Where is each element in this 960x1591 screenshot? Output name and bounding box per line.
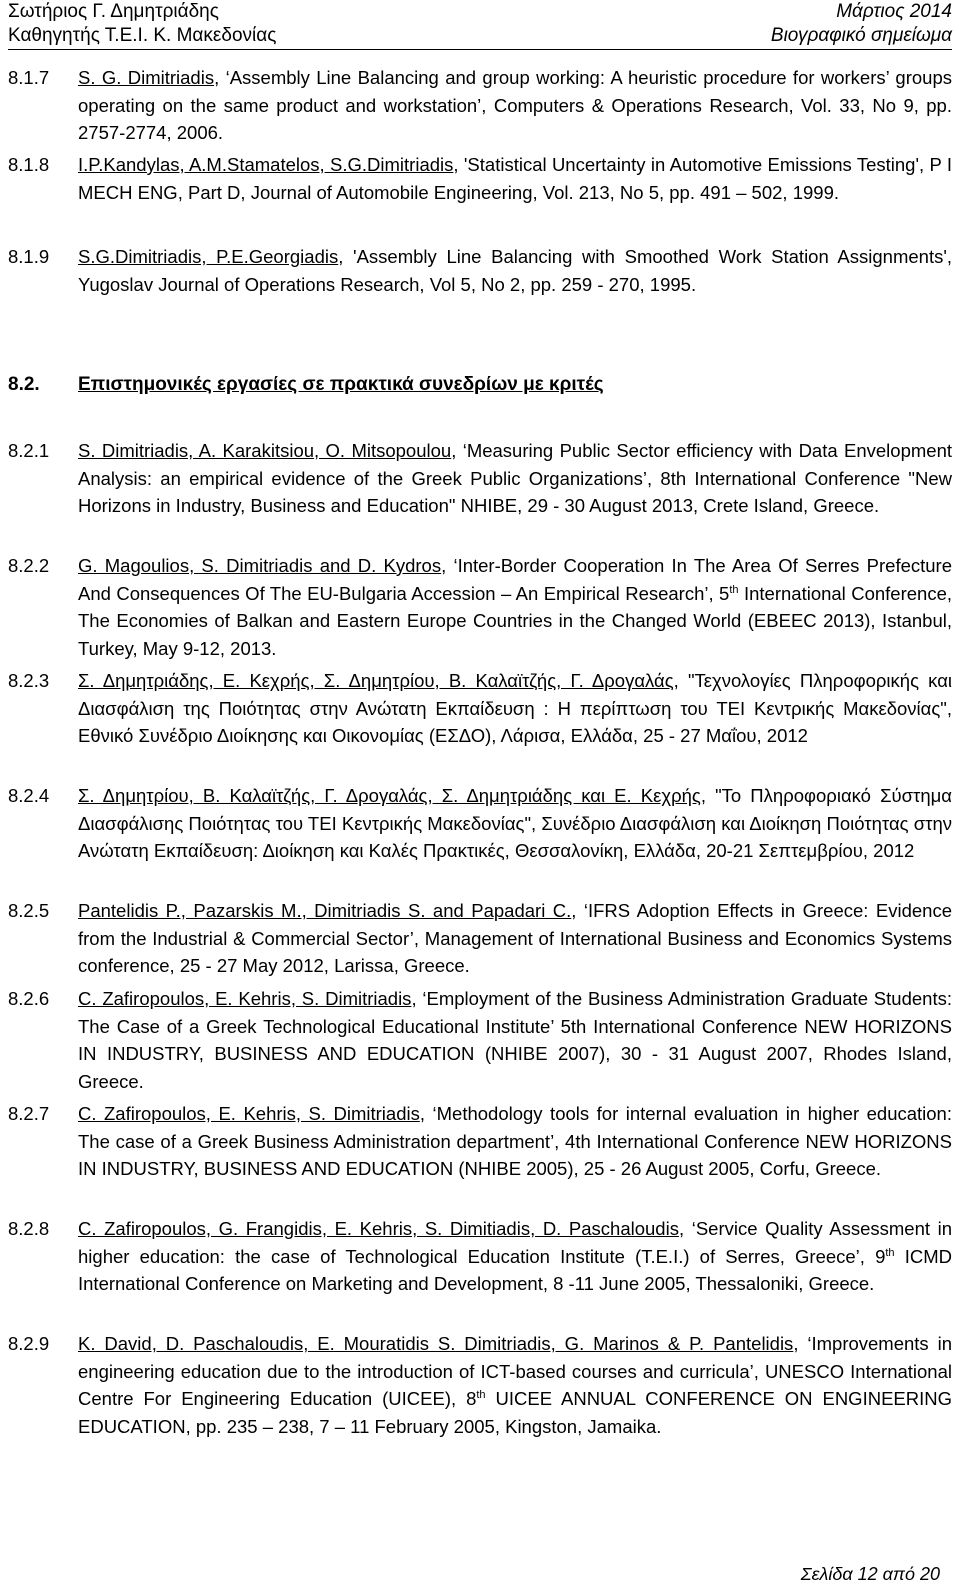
entry-body-cont: UICEE ANNUAL CONFERENCE ON ENGINEERING EDUCATION, pp. 235 – 238, 7 – 11 February 2005, Kingston, Jamaika. — [78, 1388, 952, 1437]
entry-number: 8.2.3 — [8, 670, 50, 691]
entry-superscript: th — [476, 1388, 486, 1401]
entry-body: , ‘Measuring Public Sector efficiency with Data Envelopment Analysis: an empirical evidence of the Greek Public Organizations’, 8th International Conference "New Horizons in Industry, Business and Education" NHIBE, 29 - 30 August 2013, Crete Island, Greece. — [78, 440, 952, 516]
reference-entry — [8, 1330, 952, 1440]
entry-number: 8.2.6 — [8, 988, 50, 1009]
entry-number: 8.2.4 — [8, 785, 50, 806]
reference-entry — [8, 1100, 952, 1183]
entry-body-cont: ICMD International Conference on Marketing and Development, 8 -11 June 2005, Thessaloniki, Greece. — [78, 1245, 952, 1294]
entry-body: , 'Assembly Line Balancing with Smoothed Work Station Assignments', Yugoslav Journal of Operations Research, Vol 5, No 2, pp. 259 - 270, 1995. — [78, 246, 953, 295]
reference-entry — [8, 782, 952, 865]
entry-authors: I.P.Kandylas, A.M.Stamatelos, S.G.Dimitriadis — [78, 154, 454, 175]
entry-body: , "Το Πληροφοριακό Σύστημα Διασφάλισης Ποιότητας του ΤΕΙ Κεντρικής Μακεδονίας", Συνέδριο Διασφάλιση και Διοίκηση Ποιότητας στην Ανώτατη Εκπαίδευση: Διοίκηση και Καλές Πρακτικές, Θεσσαλονίκη, Ελλάδα, 20-21 Σεπτεμβρίου, 2012 — [78, 785, 952, 861]
entry-text — [78, 985, 952, 1095]
entry-number: 8.1.7 — [8, 67, 50, 88]
entry-number: 8.2.1 — [8, 440, 50, 461]
header-date: Μάρτιος 2014 — [836, 1, 952, 22]
entry-number: 8.1.9 — [8, 246, 50, 267]
page-number: Σελίδα 12 από 20 — [800, 1564, 940, 1584]
entry-authors: Pantelidis P., Pazarskis M., Dimitriadis S. and Papadari C. — [78, 900, 572, 921]
entry-authors: C. Zafiropoulos, E. Kehris, S. Dimitriadis — [78, 1103, 420, 1124]
reference-entry — [8, 552, 952, 662]
header-doc-title: Βιογραφικό σημείωμα — [770, 25, 952, 46]
entry-superscript: th — [885, 1246, 895, 1259]
header-author: Σωτήριος Γ. Δημητριάδης — [8, 1, 219, 22]
entry-number: 8.2.8 — [8, 1218, 50, 1239]
entry-authors: S. G. Dimitriadis — [78, 67, 215, 88]
entry-body: , "Τεχνολογίες Πληροφορικής και Διασφάλιση της Ποιότητας στην Ανώτατη Εκπαίδευση : Η περίπτωση του ΤΕΙ Κεντρικής Μακεδονίας", Εθνικό Συνέδριο Διοίκησης και Οικονομίας (ΕΣΔΟ), Λάρισα, Ελλάδα, 25 - 27 Μαΐου, 2012 — [78, 670, 952, 746]
entry-body-cont: International Conference, The Economies of Balkan and Eastern Europe Countries in the Changed World (EBEEC 2013), Istanbul, Turkey, May 9-12, 2013. — [78, 582, 952, 659]
section-number: 8.2. — [8, 374, 40, 395]
entry-authors: S. Dimitriadis, A. Karakitsiou, O. Mitsopoulou — [78, 440, 452, 461]
entry-body: , ‘IFRS Adoption Effects in Greece: Evidence from the Industrial & Commercial Sector’, Management of International Business and Economics Systems conference, 25 - 27 May 2012, Larissa, Greece. — [78, 900, 952, 976]
entry-text — [78, 1330, 952, 1440]
entry-authors: Σ. Δημητριάδης, Ε. Κεχρής, Σ. Δημητρίου, Β. Καλαϊτζής, Γ. Δρογαλάς — [78, 670, 674, 691]
entry-text — [78, 897, 952, 980]
entry-body: , ‘Service Quality Assessment in higher education: the case of Technological Education Institute (T.E.I.) of Serres, Greece’, 9 — [78, 1218, 953, 1267]
reference-entry — [8, 985, 952, 1095]
section-title: Επιστημονικές εργασίες σε πρακτικά συνεδρίων με κριτές — [78, 374, 604, 395]
reference-entry — [8, 667, 952, 750]
entry-number: 8.2.5 — [8, 900, 50, 921]
reference-entry — [8, 897, 952, 980]
reference-entry — [8, 437, 952, 520]
entry-number: 8.2.2 — [8, 555, 50, 576]
entry-authors: Σ. Δημητρίου, Β. Καλαϊτζής, Γ. Δρογαλάς, Σ. Δημητριάδης και Ε. Κεχρής — [78, 785, 701, 806]
entry-authors: G. Magoulios, S. Dimitriadis and D. Kydros — [78, 555, 442, 576]
entry-superscript: th — [729, 583, 739, 596]
entry-authors: C. Zafiropoulos, G. Frangidis, E. Kehris, S. Dimitiadis, D. Paschaloudis — [78, 1218, 679, 1239]
entry-text — [78, 552, 952, 662]
reference-entry — [8, 243, 952, 298]
entry-text — [78, 243, 952, 298]
entry-body: , ‘Employment of the Business Administration Graduate Students: The Case of a Greek Technological Educational Institute’ 5th International Conference NEW HORIZONS IN INDUSTRY, BUSINESS AND EDUCATION (NHIBE 2007), 30 - 31 August 2007, Rhodes Island, Greece. — [78, 988, 952, 1092]
entry-text — [78, 1100, 952, 1183]
entry-text — [78, 64, 952, 147]
entry-text — [78, 437, 952, 520]
entry-text — [78, 782, 952, 865]
entry-body: , ‘Inter-Border Cooperation In The Area Of Serres Prefecture And Consequences Of The EU-Bulgaria Accession – An Empirical Research’, 5 — [78, 555, 952, 604]
entry-body: , ‘Methodology tools for internal evaluation in higher education: The case of a Greek Business Administration department’, 4th International Conference NEW HORIZONS IN INDUSTRY, BUSINESS AND EDUCATION (NHIBE 2005), 25 - 26 August 2005, Corfu, Greece. — [78, 1103, 952, 1179]
entry-number: 8.2.7 — [8, 1103, 50, 1124]
entry-authors: K. David, D. Paschaloudis, E. Mouratidis S. Dimitriadis, G. Marinos & P. Pantelidis — [78, 1333, 794, 1354]
entry-authors: C. Zafiropoulos, E. Kehris, S. Dimitriadis — [78, 988, 412, 1009]
reference-entry — [8, 151, 952, 206]
entry-body: , ‘Improvements in engineering education due to the introduction of ICT-based courses and curricula’, UNESCO International Centre For Engineering Education (UICEE), 8 — [78, 1333, 952, 1409]
entry-text — [78, 1215, 952, 1298]
entry-body: , 'Statistical Uncertainty in Automotive Emissions Testing', P I MECH ENG, Part D, Journal of Automobile Engineering, Vol. 213, No 5, pp. 491 – 502, 1999. — [78, 154, 952, 203]
entry-authors: S.G.Dimitriadis, P.E.Georgiadis — [78, 246, 339, 267]
entry-text — [78, 151, 952, 206]
header-position: Καθηγητής Τ.Ε.Ι. Κ. Μακεδονίας — [8, 25, 277, 46]
entry-number: 8.1.8 — [8, 154, 50, 175]
page-header — [8, 0, 952, 50]
entry-text — [78, 667, 952, 750]
reference-entry — [8, 1215, 952, 1298]
section-heading — [8, 374, 604, 396]
entry-body: , ‘Assembly Line Balancing and group working: A heuristic procedure for workers’ groups operating on the same product and workstation’, Computers & Operations Research, Vol. 33, No 9, pp. 2757-2774, 2006. — [78, 67, 952, 143]
entry-number: 8.2.9 — [8, 1333, 50, 1354]
reference-entry — [8, 64, 952, 147]
